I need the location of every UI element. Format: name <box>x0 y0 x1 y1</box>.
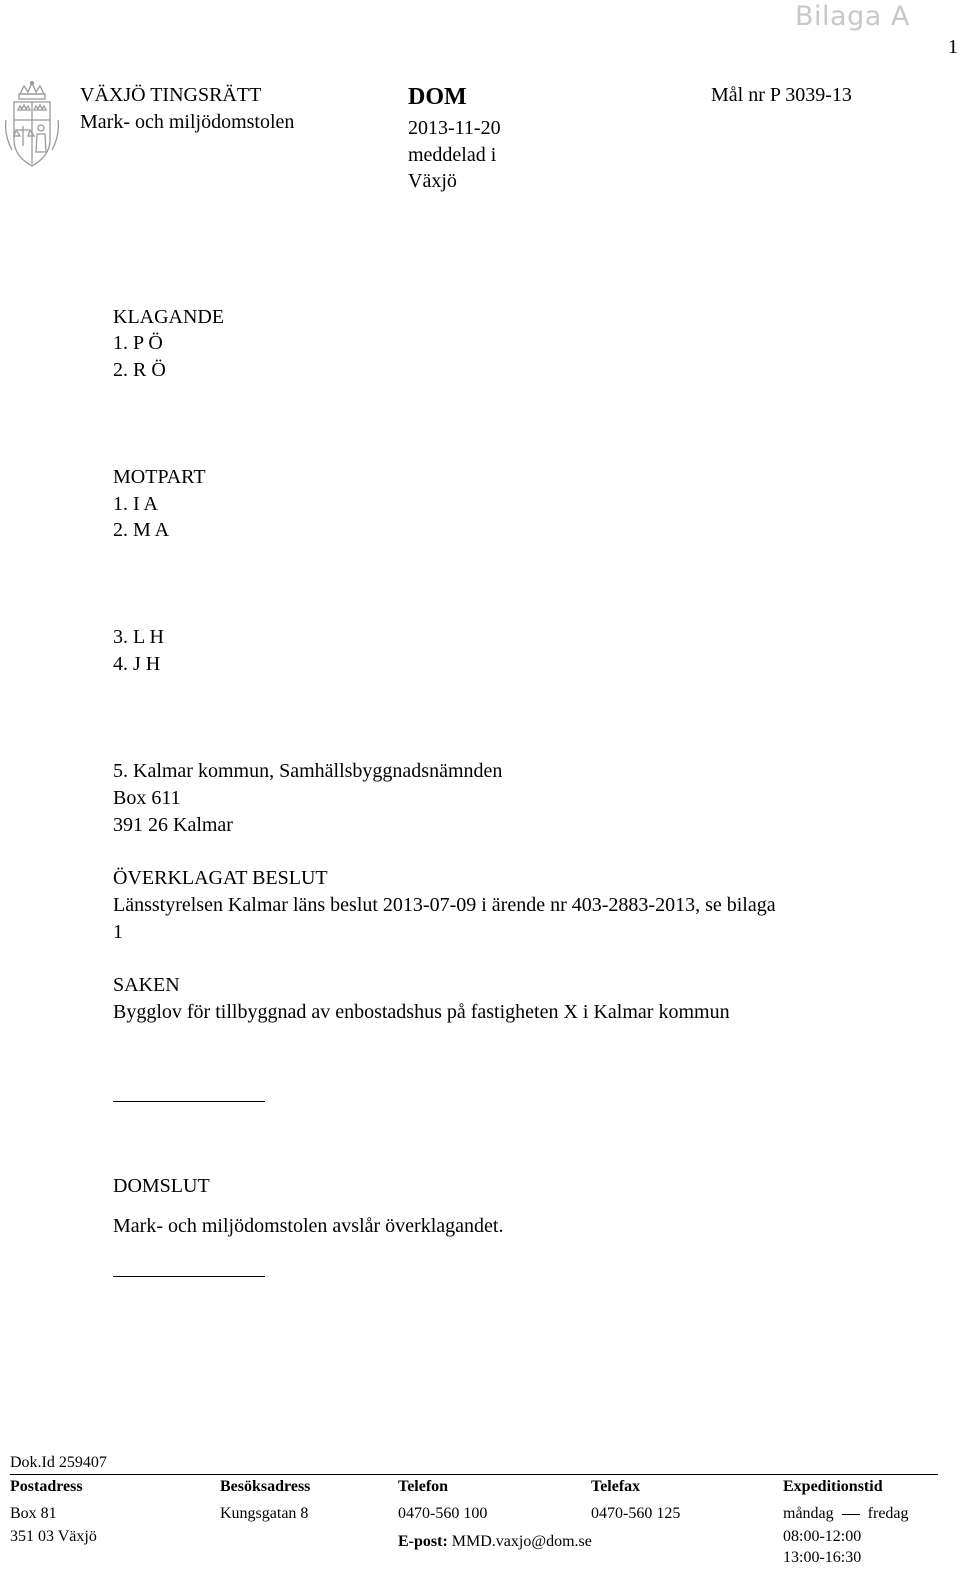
divider <box>113 1101 265 1102</box>
document-id: Dok.Id 259407 <box>10 1454 107 1471</box>
footer-postadress: 351 03 Växjö <box>10 1528 97 1545</box>
motpart-item: 3. L H <box>113 626 164 648</box>
saken-text: Bygglov för tillbyggnad av enbostadshus på fastigheten X i Kalmar kommun <box>113 1001 730 1023</box>
footer-telefax: 0470-560 125 <box>591 1505 681 1522</box>
document-type: DOM <box>408 84 467 110</box>
delivered-place: Växjö <box>408 170 457 192</box>
footer-besoksadress: Kungsgatan 8 <box>220 1505 309 1522</box>
footer-time: 08:00-12:00 <box>783 1528 862 1545</box>
bilaga-stamp: Bilaga A <box>795 1 910 32</box>
footer-postadress: Box 81 <box>10 1505 57 1522</box>
email-label: E-post: <box>398 1533 448 1550</box>
email-link[interactable]: MMD.vaxjo@dom.se <box>451 1533 592 1550</box>
saken-heading: SAKEN <box>113 974 180 996</box>
footer-days <box>783 1503 913 1525</box>
court-name: VÄXJÖ TINGSRÄTT <box>80 84 262 106</box>
motpart-item: 5. Kalmar kommun, Samhällsbyggnadsnämnden <box>113 760 503 782</box>
exp-day-to: fredag <box>867 1505 909 1522</box>
delivered-label: meddelad i <box>408 144 497 166</box>
motpart-item: 4. J H <box>113 653 161 675</box>
klagande-item: 2. R Ö <box>113 359 166 381</box>
motpart-item: 2. M A <box>113 519 170 541</box>
domslut-text: Mark- och miljödomstolen avslår överklagandet. <box>113 1215 504 1237</box>
dash <box>842 1514 860 1515</box>
court-division: Mark- och miljödomstolen <box>80 111 295 133</box>
overklagat-text: Länsstyrelsen Kalmar läns beslut 2013-07-09 i ärende nr 403-2883-2013, se bilaga <box>113 894 776 916</box>
exp-day-from: måndag <box>783 1505 834 1522</box>
klagande-item: 1. P Ö <box>113 332 163 354</box>
motpart-address: Box 611 <box>113 787 181 809</box>
footer-header-telefax: Telefax <box>591 1478 641 1495</box>
footer-header-postadress: Postadress <box>10 1478 83 1495</box>
motpart-heading: MOTPART <box>113 466 206 488</box>
footer-header-besoksadress: Besöksadress <box>220 1478 311 1495</box>
klagande-heading: KLAGANDE <box>113 306 225 328</box>
footer-header-telefon: Telefon <box>398 1478 449 1495</box>
motpart-address: 391 26 Kalmar <box>113 814 233 836</box>
overklagat-heading: ÖVERKLAGAT BESLUT <box>113 867 328 889</box>
footer-email <box>398 1531 592 1553</box>
divider <box>113 1276 265 1277</box>
document-date: 2013-11-20 <box>408 117 501 139</box>
motpart-item: 1. I A <box>113 493 158 515</box>
overklagat-text: 1 <box>113 921 123 943</box>
case-number: Mål nr P 3039-13 <box>711 84 852 106</box>
domslut-heading: DOMSLUT <box>113 1175 210 1197</box>
footer-rule <box>10 1474 938 1475</box>
coat-of-arms-logo <box>2 80 62 172</box>
footer-header-expeditionstid: Expeditionstid <box>783 1478 883 1495</box>
page-number: 1 <box>948 36 958 58</box>
footer-time: 13:00-16:30 <box>783 1549 862 1566</box>
footer-telefon: 0470-560 100 <box>398 1505 488 1522</box>
